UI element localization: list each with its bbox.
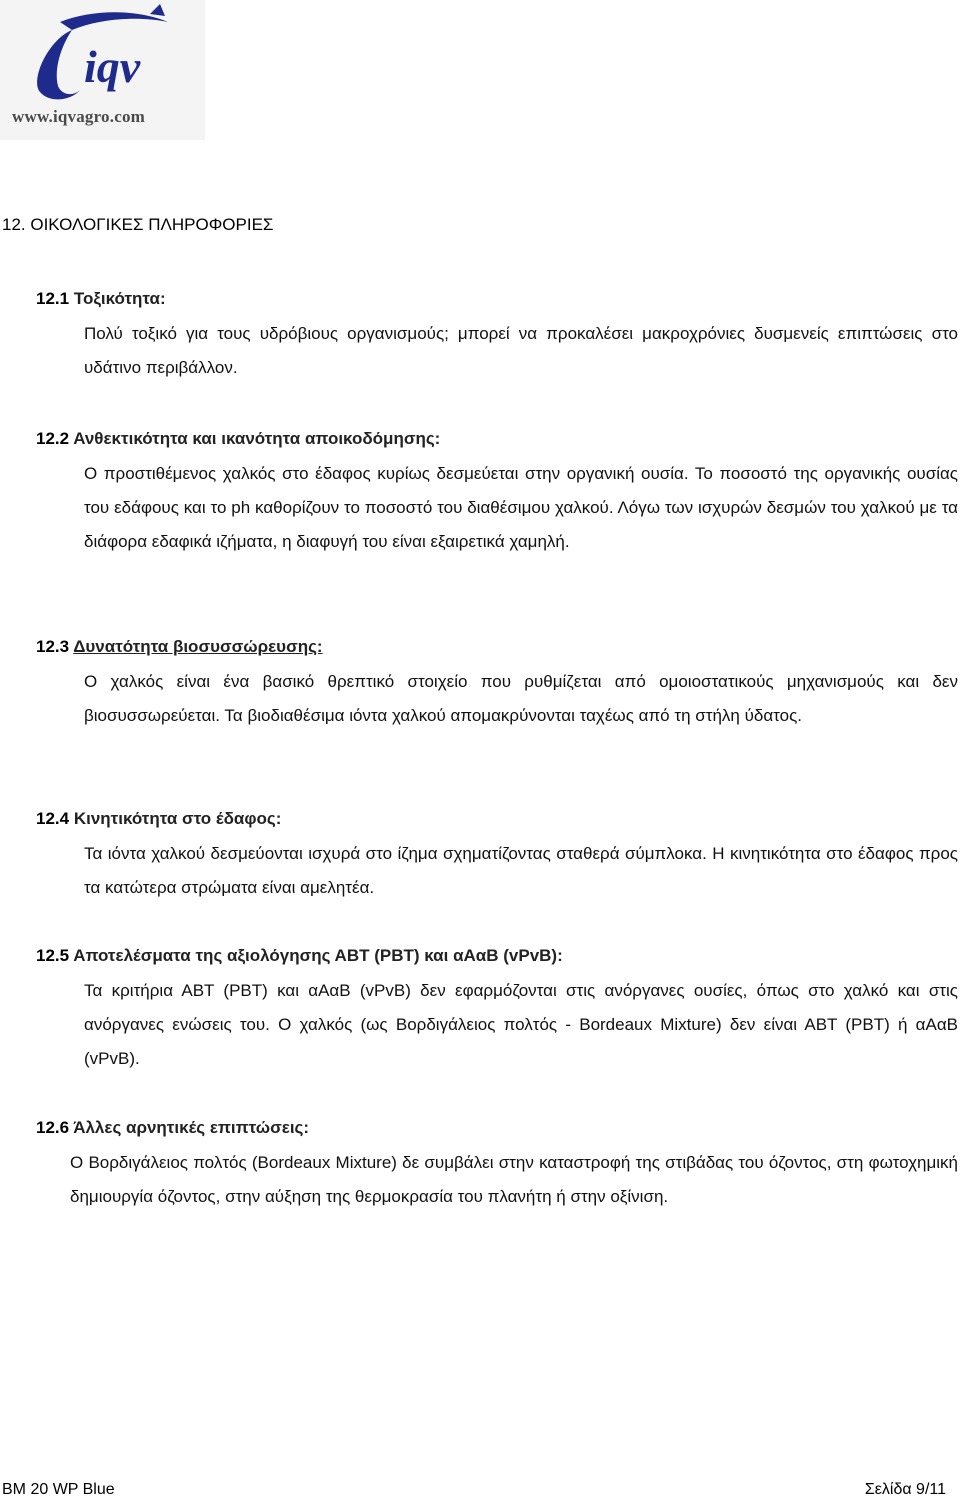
subsection-number: 12.4: [36, 809, 70, 828]
subsection-heading: [36, 287, 958, 311]
subsection-12-3: [36, 635, 958, 733]
subsection-title: Ανθεκτικότητα και ικανότητα αποικοδόμησης:: [73, 429, 441, 448]
logo-url: www.iqvagro.com: [12, 107, 146, 126]
subsection-heading: [36, 944, 958, 968]
subsection-title: Αποτελέσματα της αξιολόγησης ΑΒΤ (PBT) και αΑαΒ (vPvB):: [73, 946, 563, 965]
subsection-title: Δυνατότητα βιοσυσσώρευσης:: [73, 637, 323, 656]
subsection-number: 12.3: [36, 637, 70, 656]
subsection-title: Κινητικότητα στο έδαφος:: [73, 809, 282, 828]
subsection-heading: [36, 807, 958, 831]
footer-product-name: BM 20 WP Blue: [2, 1481, 115, 1498]
subsection-body: Ο προστιθέμενος χαλκός στο έδαφος κυρίως δεσμεύεται στην οργανική ουσία. Το ποσοστό της οργανικής ουσίας του εδάφους και το ph καθορίζουν το ποσοστό του διαθέσιμου χαλκού. Λόγω των ισχυρών δεσμών του χαλκού με τα διάφορα εδαφικά ιζήματα, η διαφυγή του είναι εξαιρετικά χαμηλή.: [84, 464, 958, 551]
subsection-heading: [36, 427, 958, 451]
subsection-body: Τα ιόντα χαλκού δεσμεύονται ισχυρά στο ίζημα σχηματίζοντας σταθερά σύμπλοκα. Η κινητικότητα στο έδαφος προς τα κατώτερα στρώματα είναι αμελητέα.: [84, 844, 958, 897]
section-title: 12. ΟΙΚΟΛΟΓΙΚΕΣ ΠΛΗΡΟΦΟΡΙΕΣ: [2, 215, 274, 234]
subsection-number: 12.5: [36, 946, 70, 965]
subsection-12-6: [36, 1116, 958, 1214]
subsection-heading: [36, 635, 958, 659]
subsection-12-4: [36, 807, 958, 905]
subsection-body: Τα κριτήρια ΑΒΤ (PBT) και αΑαΒ (vPvB) δεν εφαρμόζονται στις ανόργανες ουσίες, όπως στο χαλκό και στις ανόργανες ενώσεις του. Ο χαλκός (ως Βορδιγάλειος πολτός - Bordeaux Mixture) δεν είναι ΑΒΤ (PBT) ή αΑαΒ (vPvB).: [84, 981, 958, 1068]
subsection-12-1: [36, 287, 958, 385]
subsection-body: Ο Βορδιγάλειος πολτός (Bordeaux Mixture) δε συμβάλει στην καταστροφή της στιβάδας του όζοντος, στη φωτοχημική δημιουργία όζοντος, στην αύξηση της θερμοκρασία του πλανήτη ή στην οξίνιση.: [70, 1153, 958, 1206]
subsection-heading: [36, 1116, 958, 1140]
subsection-body: Ο χαλκός είναι ένα βασικό θρεπτικό στοιχείο που ρυθμίζεται από ομοιοστατικούς μηχανισμούς και δεν βιοσυσσωρεύεται. Τα βιοδιαθέσιμα ιόντα χαλκού απομακρύνονται ταχέως από τη στήλη ύδατος.: [84, 672, 958, 725]
subsection-12-2: [36, 427, 958, 559]
subsection-number: 12.2: [36, 429, 70, 448]
subsection-12-5: [36, 944, 958, 1076]
subsection-body: Πολύ τοξικό για τους υδρόβιους οργανισμούς; μπορεί να προκαλέσει μακροχρόνιες δυσμενείς επιπτώσεις στο υδάτινο περιβάλλον.: [84, 324, 958, 377]
svg-text:iqv: iqv: [84, 41, 141, 92]
subsection-title: Άλλες αρνητικές επιπτώσεις:: [73, 1118, 310, 1137]
subsection-title: Τοξικότητα:: [73, 289, 166, 308]
subsection-number: 12.1: [36, 289, 70, 308]
footer-page-number: Σελίδα 9/11: [864, 1481, 946, 1498]
subsection-number: 12.6: [36, 1118, 70, 1137]
company-logo: [0, 0, 205, 140]
